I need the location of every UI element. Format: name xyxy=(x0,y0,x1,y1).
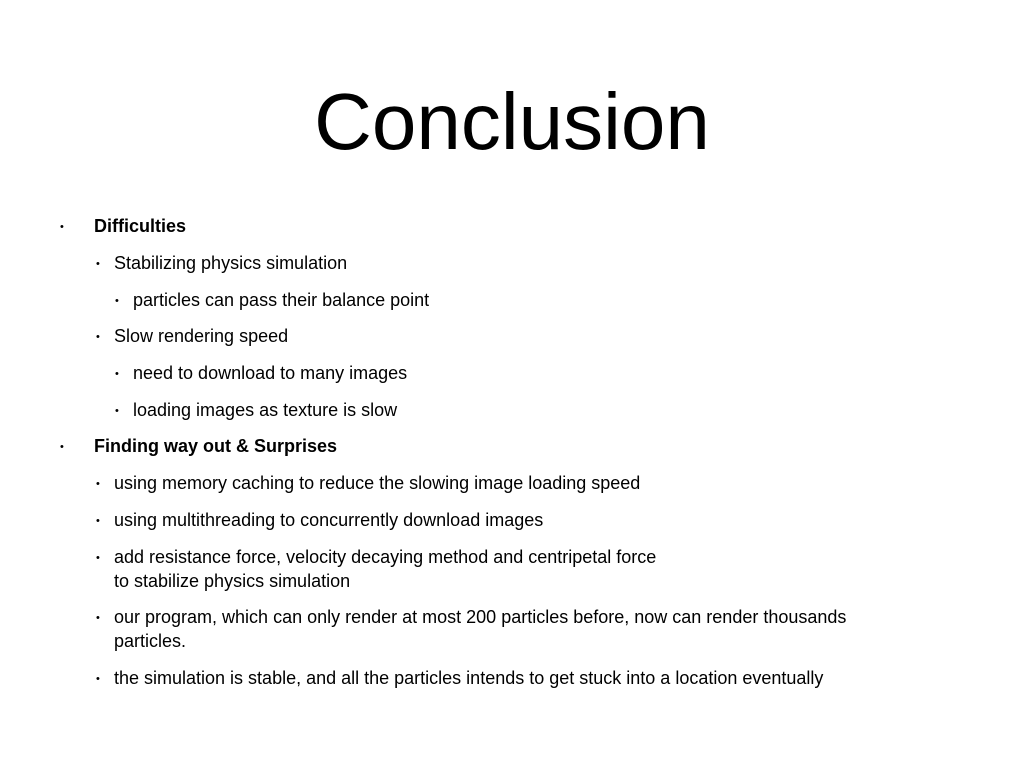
bullet-icon: • xyxy=(115,405,119,417)
stable-item: the simulation is stable, and all the particles intends to get stuck into a location eventually xyxy=(114,668,824,688)
download-item: need to download to many images xyxy=(133,363,408,383)
bullet-icon: • xyxy=(96,673,100,685)
bullet-icon: • xyxy=(96,258,100,270)
bullet-icon: • xyxy=(96,612,100,624)
resistance-item: add resistance force, velocity decaying method and centripetal force xyxy=(114,547,657,567)
bullet-icon: • xyxy=(60,441,64,453)
caching-item: using memory caching to reduce the slowing image loading speed xyxy=(114,473,641,493)
bullet-icon: • xyxy=(115,368,119,380)
difficulties-heading: Difficulties xyxy=(94,216,187,236)
stabilizing-item: Stabilizing physics simulation xyxy=(114,253,348,273)
bullet-icon: • xyxy=(96,331,100,343)
rendering-item: Slow rendering speed xyxy=(114,326,289,346)
bullet-icon: • xyxy=(96,552,100,564)
bullet-icon: • xyxy=(96,515,100,527)
solutions-heading: Finding way out & Surprises xyxy=(94,436,338,456)
resistance-item-continued: to stabilize physics simulation xyxy=(114,571,351,591)
bullet-icon: • xyxy=(96,478,100,490)
bullet-icon: • xyxy=(60,221,64,233)
program-item-continued: particles. xyxy=(114,631,187,651)
slide-title: Conclusion xyxy=(314,77,710,166)
texture-item: loading images as texture is slow xyxy=(133,400,398,420)
balance-point-item: particles can pass their balance point xyxy=(133,290,430,310)
program-item: our program, which can only render at most 200 particles before, now can render thousands xyxy=(114,607,847,627)
multithreading-item: using multithreading to concurrently download images xyxy=(114,510,544,530)
bullet-icon: • xyxy=(115,295,119,307)
